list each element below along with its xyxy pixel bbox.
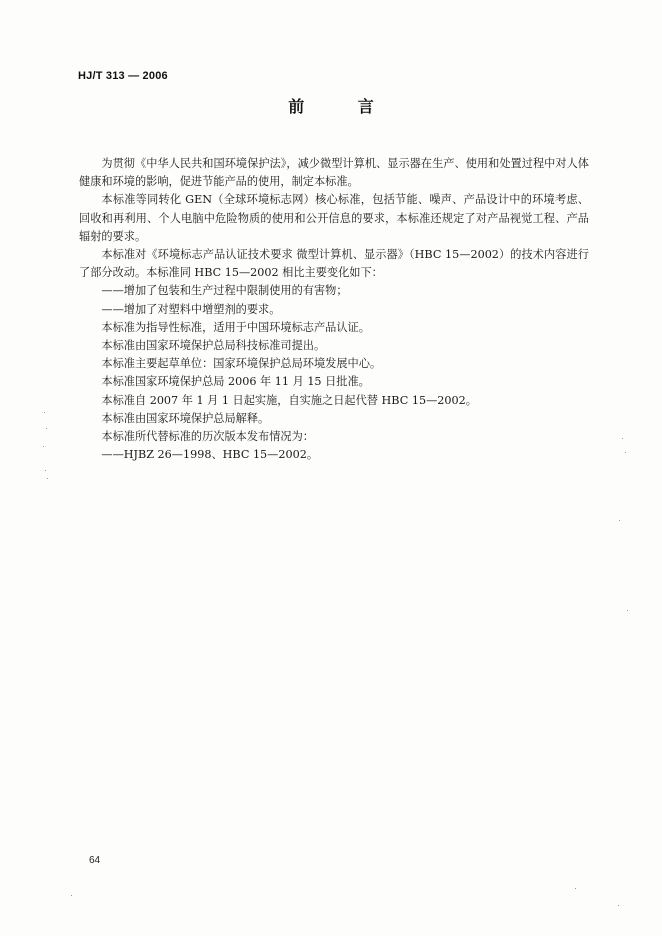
page-number: 64 [89,855,101,866]
paragraph-scope: 本标准为指导性标准，适用于中国环境标志产品认证。 [101,320,370,334]
scan-speck [619,520,620,521]
scan-speck [43,446,44,447]
scan-speck [575,888,576,889]
scan-speck [45,470,46,471]
scan-speck [625,452,626,453]
scan-speck [71,895,72,896]
scan-speck [47,478,48,479]
scan-speck [618,905,619,906]
scan-speck [622,438,623,439]
paragraph-changes-intro: 本标准对《环境标志产品认证技术要求 微型计算机、显示器》（HBC 15—2002）的技术内容进行了部分改动。本标准同 HBC 15—2002 相比主要变化如下： [79,248,589,280]
paragraph-equivalence: 本标准等同转化 GEN（全球环境标志网）核心标准，包括节能、噪声、产品设计中的环境考虑、回收和再利用、个人电脑中危险物质的使用和公开信息的要求，本标准还规定了对产品视觉工程、产品辐射的要求。 [79,193,589,243]
paragraph-change-item-2: ——增加了对塑料中增塑剂的要求。 [101,302,281,316]
scan-speck [627,610,628,611]
paragraph-purpose: 为贯彻《中华人民共和国环境保护法》，减少微型计算机、显示器在生产、使用和处置过程中对人体健康和环境的影响，促进节能产品的使用，制定本标准。 [79,157,589,189]
paragraph-interpretation: 本标准由国家环境保护总局解释。 [101,411,270,425]
paragraph-drafter: 本标准主要起草单位：国家环境保护总局环境发展中心。 [101,357,382,371]
paragraph-history-intro: 本标准所代替标准的历次版本发布情况为： [101,430,314,444]
preface-body [79,155,589,464]
paragraph-proposer: 本标准由国家环境保护总局科技标准司提出。 [101,339,326,353]
paragraph-history-item: ——HJBZ 26—1998、HBC 15—2002。 [101,448,319,462]
standard-code-header: HJ/T 313 — 2006 [78,70,168,82]
scan-speck [44,412,45,413]
scan-speck [46,428,47,429]
paragraph-approval: 本标准国家环境保护总局 2006 年 11 月 15 日批准。 [101,375,370,389]
paragraph-change-item-1: ——增加了包装和生产过程中限制使用的有害物； [101,284,348,298]
paragraph-effective-date: 本标准自 2007 年 1 月 1 日起实施，自实施之日起代替 HBC 15—2002。 [101,393,477,407]
page-title: 前 言 [288,97,398,116]
